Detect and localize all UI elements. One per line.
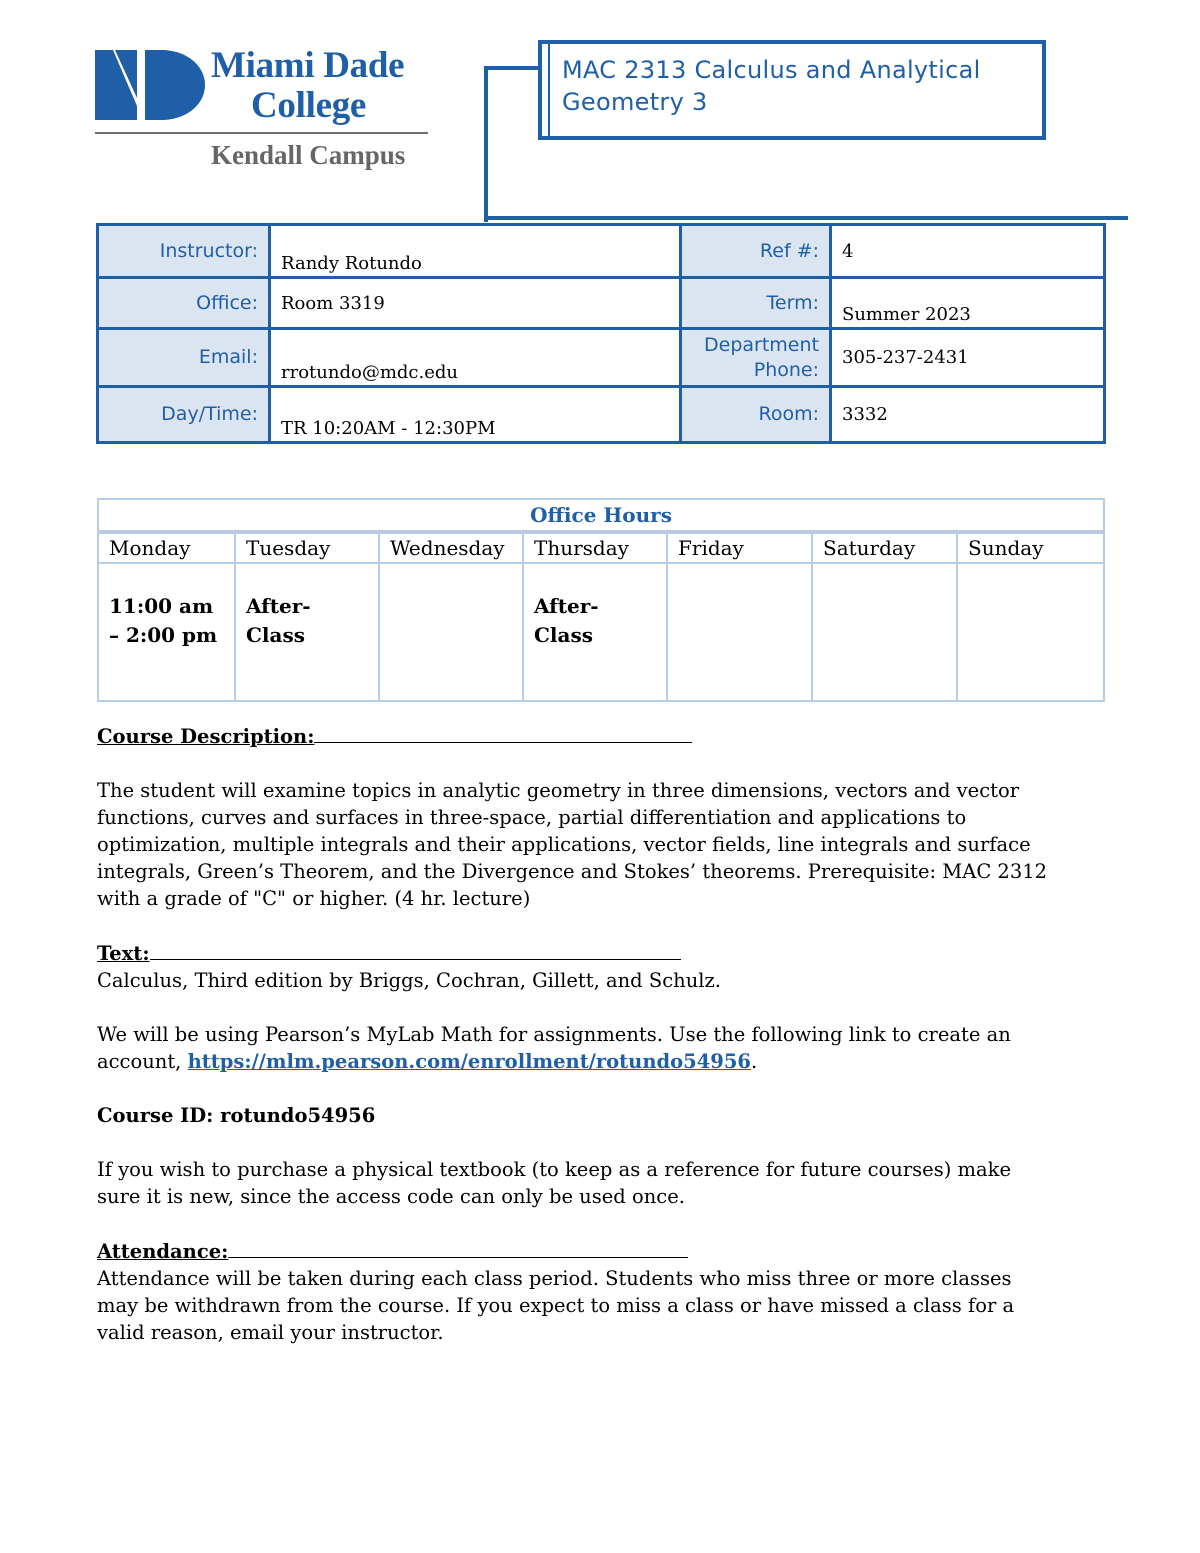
connector-line — [488, 216, 1128, 220]
office-hours-title: Office Hours — [98, 499, 1104, 532]
attendance-body: Attendance will be taken during each class period. Students who miss three or more classes may be withdrawn from the course. If you expect to miss a class or have missed a class for a valid reason, email your instructor. — [97, 1267, 1015, 1344]
email-label: Email: — [98, 329, 270, 387]
connector-line — [484, 66, 538, 70]
purchase-note: If you wish to purchase a physical textbook (to keep as a reference for future courses) make sure it is new, since the access code can only be used once. — [97, 1158, 1012, 1208]
daytime-label: Day/Time: — [98, 387, 270, 443]
hours-cell — [379, 563, 523, 701]
description-body: The student will examine topics in analytic geometry in three dimensions, vectors and vector functions, curves and surfaces in three-space, partial differentiation and applications to optimization, multiple integrals and their applications, vector fields, line integrals and surface integrals, Green’s Theorem, and the Divergence and Stokes’ theorems. Prerequisite: MAC 2312 with a grade of "C" or higher. (4 hr. lecture) — [97, 779, 1048, 910]
logo-campus: Kendall Campus — [211, 140, 406, 170]
office-hours-table — [97, 498, 1105, 702]
course-title: MAC 2313 Calculus and Analytical Geometry 3 — [562, 56, 981, 116]
room-label: Room: — [681, 387, 831, 443]
day-header: Thursday — [523, 532, 667, 563]
hours-cell — [957, 563, 1104, 701]
dept-phone-value: 305-237-2431 — [831, 329, 1105, 387]
day-header: Friday — [667, 532, 812, 563]
ref-label: Ref #: — [681, 225, 831, 278]
mylab-paragraph — [97, 1021, 1077, 1075]
course-title-box — [538, 40, 1046, 140]
instructor-value: Randy Rotundo — [270, 225, 681, 278]
dept-phone-label: Department Phone: — [681, 329, 831, 387]
connector-line — [484, 66, 488, 222]
hours-cell: After-Class — [235, 563, 379, 701]
office-value: Room 3319 — [270, 278, 681, 329]
logo-divider — [95, 132, 428, 134]
description-heading: Course Description: — [97, 725, 315, 748]
syllabus-content — [97, 722, 1077, 1346]
link-suffix: . — [750, 1050, 758, 1073]
instructor-label: Instructor: — [98, 225, 270, 278]
day-header: Monday — [98, 532, 235, 563]
day-header: Wednesday — [379, 532, 523, 563]
ref-value: 4 — [831, 225, 1105, 278]
hours-cell — [667, 563, 812, 701]
day-header: Sunday — [957, 532, 1104, 563]
office-label: Office: — [98, 278, 270, 329]
hours-cell — [812, 563, 957, 701]
email-value: rrotundo@mdc.edu — [270, 329, 681, 387]
text-heading: Text: — [97, 942, 150, 965]
course-id: Course ID: rotundo54956 — [97, 1104, 376, 1127]
day-header: Saturday — [812, 532, 957, 563]
mylab-intro: We will be using Pearson’s MyLab Math for assignments. Use the following link to create an account, — [97, 1023, 1011, 1073]
course-info-table — [96, 223, 1106, 444]
term-label: Term: — [681, 278, 831, 329]
enrollment-link[interactable]: https://mlm.pearson.com/enrollment/rotundo54956 — [187, 1050, 751, 1073]
hours-cell: 11:00 am – 2:00 pm — [98, 563, 235, 701]
mdc-logo-icon — [95, 48, 207, 120]
day-header: Tuesday — [235, 532, 379, 563]
logo-college-name: Miami Dade College — [211, 45, 405, 126]
college-logo — [95, 46, 435, 176]
term-value: Summer 2023 — [831, 278, 1105, 329]
hours-cell: After-Class — [523, 563, 667, 701]
textbook: Calculus, Third edition by Briggs, Cochran, Gillett, and Schulz. — [97, 969, 721, 992]
daytime-value: TR 10:20AM - 12:30PM — [270, 387, 681, 443]
attendance-heading: Attendance: — [97, 1240, 229, 1263]
room-value: 3332 — [831, 387, 1105, 443]
